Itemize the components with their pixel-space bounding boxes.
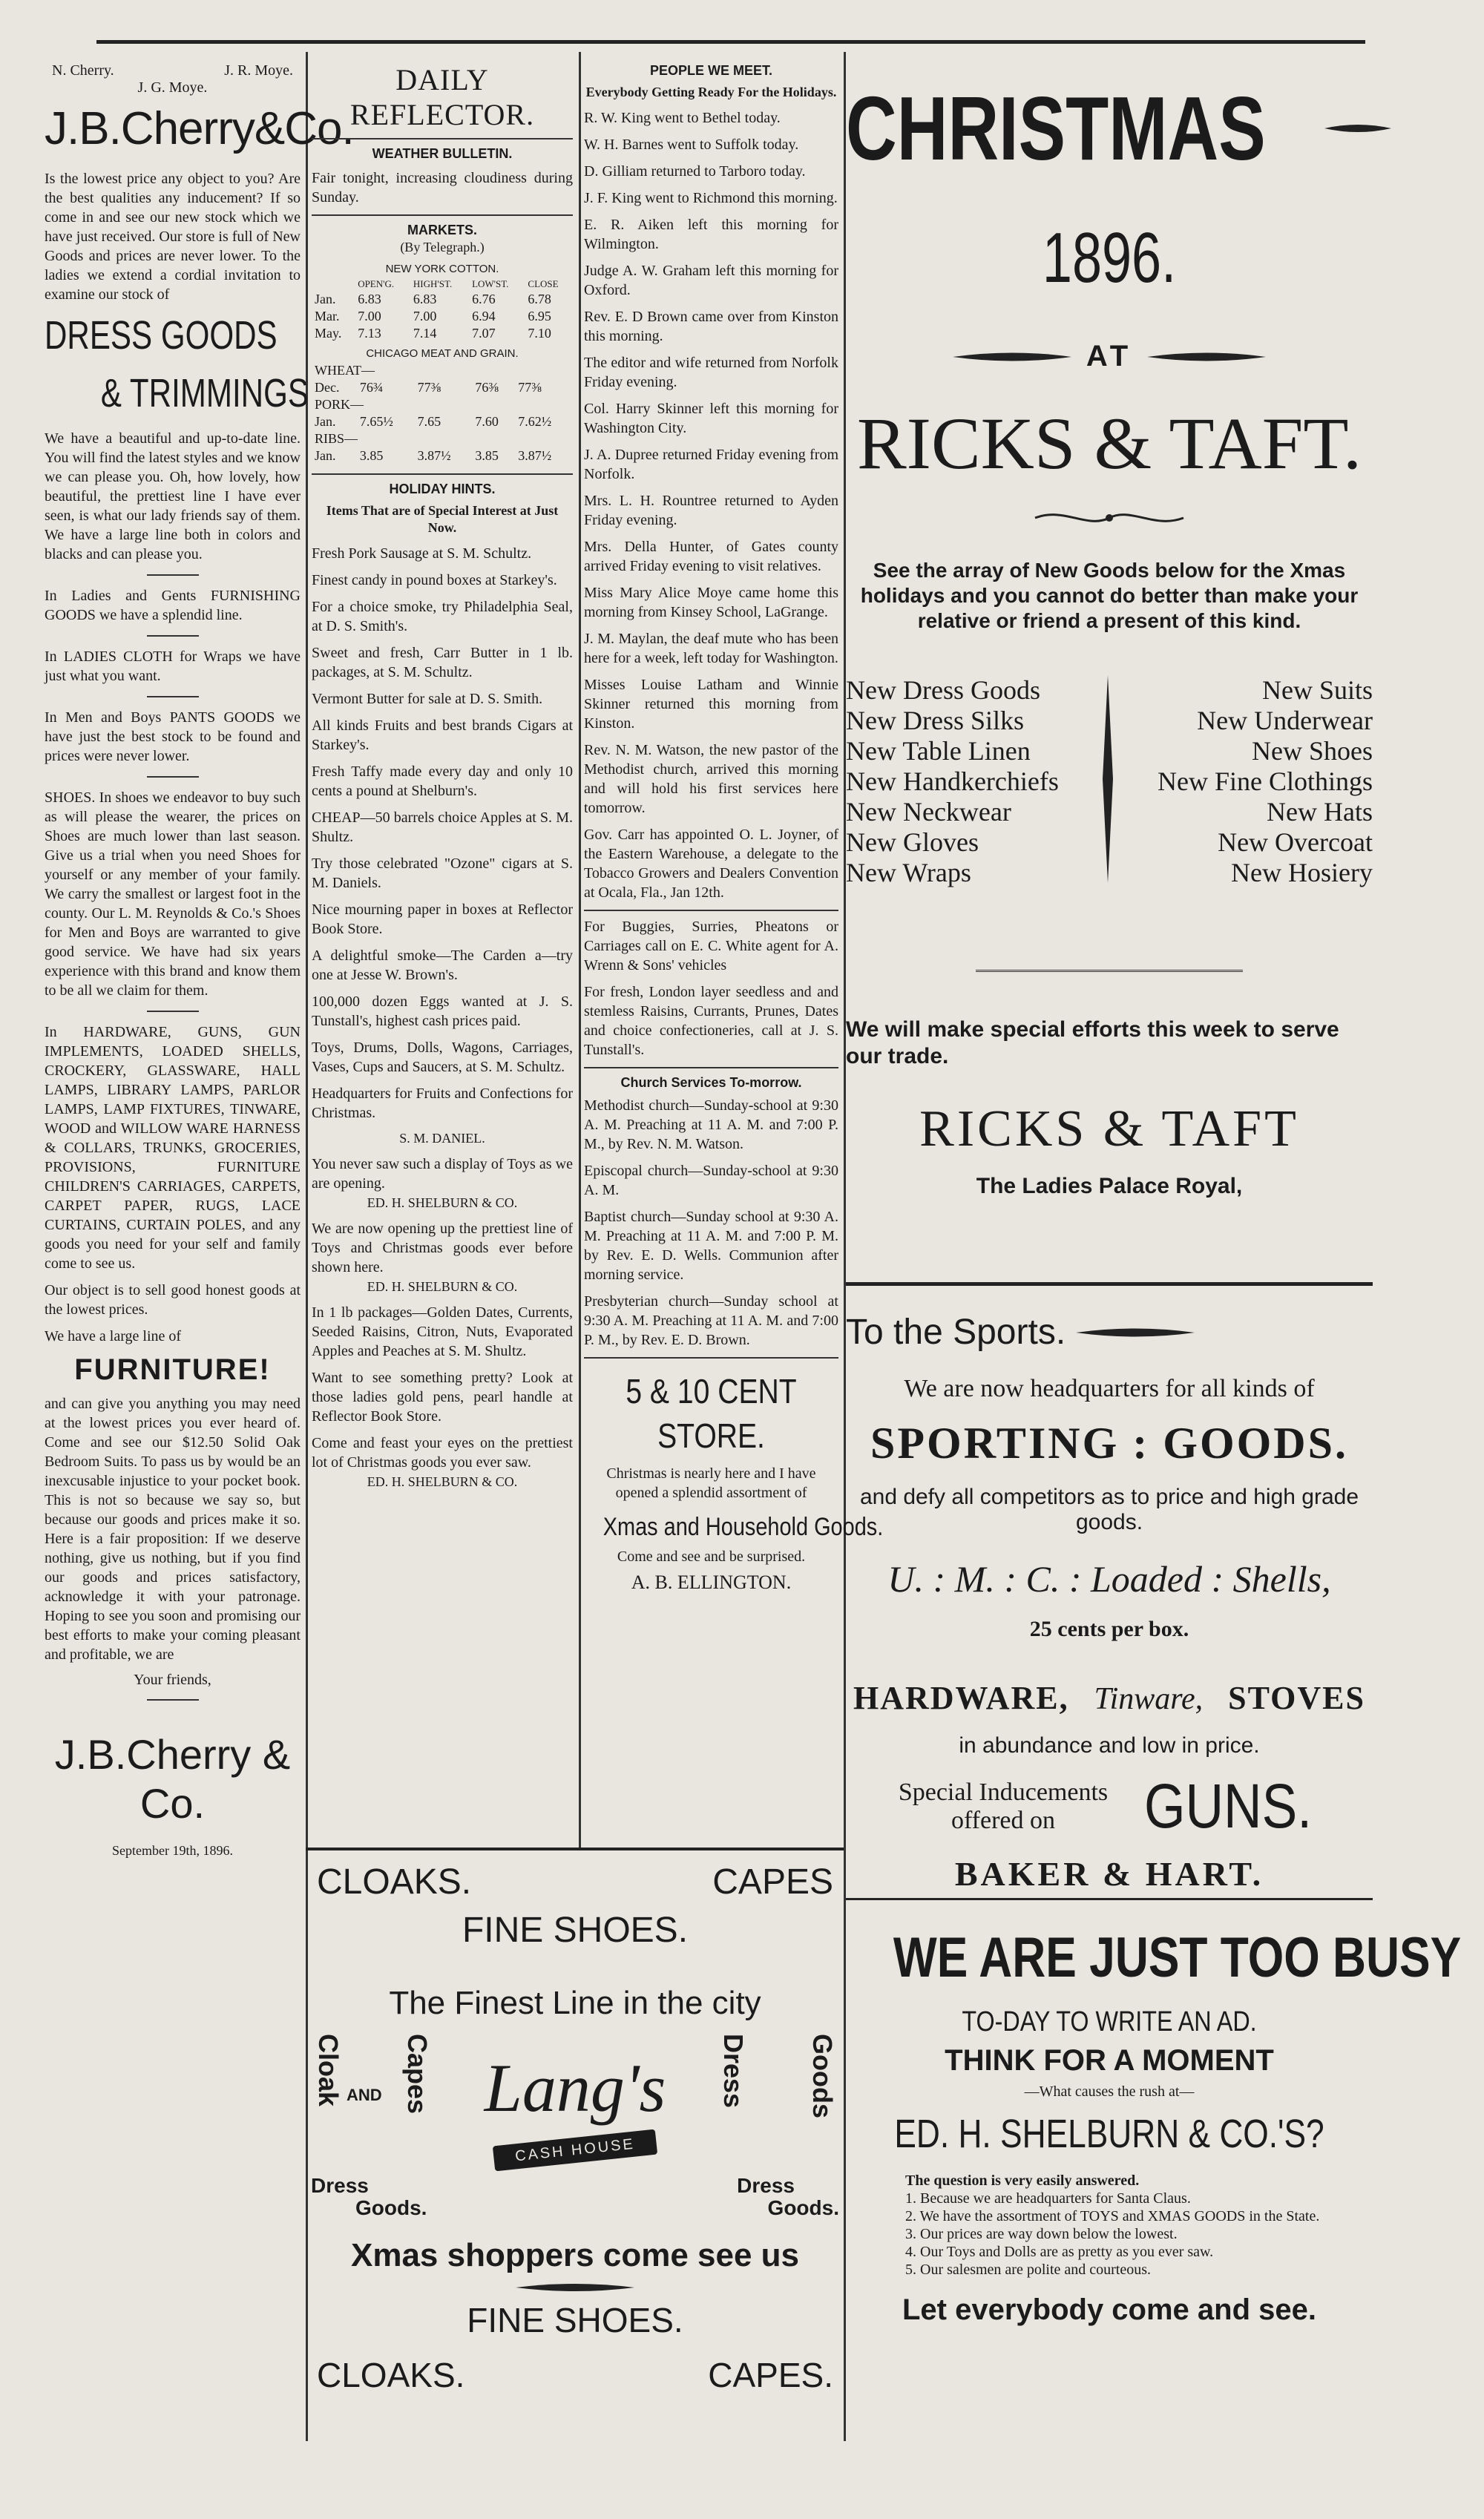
holiday-hint: Sweet and fresh, Carr Butter in 1 lb. packages, at S. M. Schultz.	[312, 645, 573, 680]
goods-item: New Dress Goods	[846, 675, 1040, 705]
rule	[312, 473, 573, 475]
at-word: AT	[1086, 340, 1133, 372]
divider-ornament	[1097, 675, 1119, 883]
goods-item: New Neckwear	[846, 797, 1011, 827]
dress-goods-right	[737, 2175, 839, 2219]
cloak-vertical: Cloak	[313, 2034, 344, 2107]
furniture-heading: FURNITURE!	[74, 1353, 271, 1386]
people-item: J. A. Dupree returned Friday evening from Norfolk.	[584, 447, 838, 482]
umc-shells: U. : M. : C. : Loaded : Shells,	[887, 1558, 1331, 1600]
header-sub: J. G. Moye.	[137, 79, 208, 96]
what-causes: —What causes the rush at—	[1024, 2083, 1195, 2100]
think-heading: THINK FOR A MOMENT	[945, 2044, 1274, 2077]
stoves-word: STOVES	[1228, 1680, 1365, 1716]
fine-shoes-2: FINE SHOES.	[467, 2301, 683, 2339]
people-item: W. H. Barnes went to Suffolk today.	[584, 137, 799, 153]
store-paragraph: Christmas is nearly here and I have opened a splendid assortment of	[606, 1465, 816, 1501]
serve-text: We will make special efforts this week to serve our trade.	[846, 1017, 1339, 1068]
capes-vertical: Capes	[402, 2034, 433, 2115]
people-column	[584, 52, 884, 1848]
cell: 6.83	[413, 292, 437, 306]
holiday-heading: HOLIDAY HINTS.	[389, 482, 496, 496]
dress-goods-left-line2: Goods.	[355, 2196, 427, 2219]
weather-text: Fair tonight, increasing cloudiness during Sunday.	[312, 170, 573, 206]
goods-list-left	[846, 675, 1059, 888]
cloaks-word: CLOAKS.	[317, 1862, 472, 1902]
cell: 77⅜	[417, 380, 441, 395]
flourish	[846, 507, 1373, 533]
hint-shelburn-3: In 1 lb packages—Golden Dates, Currents, Seeded Raisins, Citron, Nuts, Evaporated Apples and Peaches at S. M. Shultz.	[312, 1304, 573, 1359]
guns-word: GUNS.	[1143, 1771, 1313, 1841]
dress-goods-right-line1: Dress	[737, 2174, 795, 2197]
header-right: J. R. Moye.	[224, 62, 293, 79]
cell: 7.00	[413, 309, 437, 324]
people-list	[584, 108, 838, 902]
people-item: Miss Mary Alice Moye came home this morning from Kinsey School, LaGrange.	[584, 585, 838, 620]
people-item: Judge A. W. Graham left this morning for Oxford.	[584, 263, 838, 298]
ribs-label: RIBS—	[315, 431, 358, 446]
markets-sub: (By Telegraph.)	[400, 240, 485, 254]
palace-text: The Ladies Palace Royal,	[976, 1174, 1243, 1198]
cell: 7.62½	[518, 414, 552, 429]
furnishing-paragraph: In Ladies and Gents FURNISHING GOODS we have a splendid line.	[45, 588, 301, 623]
holiday-hint: Vermont Butter for sale at D. S. Smith.	[312, 691, 543, 707]
swash-ornament	[1076, 1326, 1195, 1339]
people-heading: PEOPLE WE MEET.	[649, 63, 773, 78]
holiday-hint: All kinds Fruits and best brands Cigars at Starkey's.	[312, 717, 573, 753]
col-head: LOW'ST.	[472, 278, 509, 289]
people-item: Mrs. L. H. Rountree returned to Ayden Friday evening.	[584, 493, 838, 528]
goods-item: New Fine Clothings	[1157, 766, 1373, 796]
small-ornament	[308, 2282, 842, 2297]
hint-daniel: Headquarters for Fruits and Confections for Christmas.	[312, 1086, 573, 1121]
table-row	[312, 291, 573, 308]
pants-paragraph: In Men and Boys PANTS GOODS we have just the best stock to be found and prices were never lower.	[45, 709, 301, 764]
rule	[584, 910, 838, 911]
ricks-name-2: RICKS & TAFT	[919, 1100, 1299, 1157]
goods-list	[846, 675, 1373, 888]
friends-line: Your friends,	[134, 1672, 211, 1688]
holiday-sub: Items That are of Special Interest at Just Now.	[326, 503, 559, 535]
goods-item: New Wraps	[846, 858, 971, 887]
sig-shelburn-1: ED. H. SHELBURN & CO.	[367, 1195, 518, 1210]
col-head	[312, 277, 355, 291]
holiday-hint: For a choice smoke, try Philadelphia Seal, at D. S. Smith's.	[312, 599, 573, 634]
markets-heading: MARKETS.	[407, 223, 477, 237]
reflector-column	[312, 52, 573, 1848]
rule	[312, 138, 573, 139]
ad-date: September 19th, 1896.	[112, 1843, 233, 1858]
dress-goods-heading: DRESS GOODS	[45, 313, 278, 358]
col-head: HIGH'ST.	[413, 278, 453, 289]
cell: Jan.	[315, 414, 336, 429]
goods-item: New Shoes	[1252, 736, 1373, 766]
cell: 6.78	[528, 292, 551, 306]
cell: 3.87½	[518, 448, 552, 463]
holiday-hint: Fresh Taffy made every day and only 10 cents a pound at Shelburn's.	[312, 763, 573, 799]
trimmings-heading: & TRIMMINGS	[100, 371, 309, 416]
separator	[147, 574, 199, 576]
busy-heading: WE ARE JUST TOO BUSY	[893, 1926, 1462, 1989]
hint-feast: Come and feast your eyes on the prettiest lot of Christmas goods you ever saw.	[312, 1435, 573, 1471]
holiday-hint: 100,000 dozen Eggs wanted at J. S. Tunstall's, highest cash prices paid.	[312, 994, 573, 1029]
hint-gold-pens: Want to see something pretty? Look at those ladies gold pens, pearl handle at Reflector Book Store.	[312, 1370, 573, 1425]
people-item: Mrs. Della Hunter, of Gates county arrived Friday evening to visit relatives.	[584, 539, 838, 574]
holiday-hint: CHEAP—50 barrels choice Apples at S. M. Shultz.	[312, 809, 573, 845]
church-item: Baptist church—Sunday school at 9:30 A. M. Preaching at 11 A. M. and 7:00 P. M. by Rev. E. D. Wells. Communion after morning service.	[584, 1209, 838, 1283]
separator	[147, 696, 199, 697]
holiday-hint: Fresh Pork Sausage at S. M. Schultz.	[312, 545, 532, 562]
flourish-ornament	[1028, 507, 1191, 529]
table-row	[312, 379, 573, 396]
cell: 7.00	[358, 309, 381, 324]
shelburn-name: ED. H. SHELBURN & CO.'S?	[894, 2112, 1324, 2156]
hardware-line	[853, 1679, 1365, 1717]
answer-line: The question is very easily answered.	[905, 2172, 1140, 2189]
goods-item: New Hosiery	[1231, 858, 1373, 887]
cell: 6.94	[472, 309, 496, 324]
church-heading: Church Services To-morrow.	[620, 1075, 802, 1090]
special-text: Special Inducements offered on	[898, 1778, 1109, 1834]
wheat-label: WHEAT—	[315, 363, 375, 378]
store-heading: 5 & 10 CENT STORE.	[626, 1372, 797, 1455]
reasons-list	[905, 2190, 1343, 2279]
sig-daniel: S. M. DANIEL.	[399, 1131, 485, 1146]
chicago-table	[312, 362, 573, 464]
dress-goods-left	[311, 2175, 427, 2219]
langs-ad	[308, 1851, 842, 2437]
separator	[147, 776, 199, 778]
sig-shelburn-2: ED. H. SHELBURN & CO.	[367, 1279, 518, 1294]
swash-ornament	[953, 350, 1071, 364]
ricks-taft-ad	[846, 52, 1373, 1269]
cell: Dec.	[315, 380, 340, 395]
cell: 77⅜	[518, 380, 542, 395]
cell: 7.10	[528, 326, 551, 341]
cell: Jan.	[315, 292, 336, 306]
swash-ornament	[1147, 350, 1266, 364]
shoes-paragraph: SHOES. In shoes we endeavor to buy such as will please the wearer, the prices on Shoes are much lower than last season. Give us a trial when you need Shoes for yourself or any member of your family. We carry the smallest or largest foot in the county. Our L. M. Reynolds & Co.'s Shoes for Men and Boys are warranted to give good service. We have had six years experience with this brand and know them to be all we claim for them.	[45, 789, 301, 999]
fine-shoes: FINE SHOES.	[462, 1911, 689, 1950]
sports-heading: To the Sports.	[846, 1313, 1066, 1352]
cell: 6.95	[528, 309, 551, 324]
goods-item: New Suits	[1261, 675, 1373, 705]
people-item: J. M. Maylan, the deaf mute who has been here for a week, left today for Washington.	[584, 631, 838, 666]
hardware-paragraph: In HARDWARE, GUNS, GUN IMPLEMENTS, LOADED SHELLS, CROCKERY, GLASSWARE, HALL LAMPS, LIBRARY LAMPS, PARLOR LAMPS, LAMP FIXTURES, TINWARE, WOOD and WILLOW WARE HARNESS & COLLARS, TRUNKS, GROCERIES, PROVISIONS, FURNITURE CHILDREN'S CARRIAGES, CARPETS, CARPET PAPER, RUGS, LACE CURTAINS, CURTAIN POLES, and any goods you need for your self and family come to see us.	[45, 1024, 301, 1272]
reason-item: 4. Our Toys and Dolls are as pretty as you ever saw.	[905, 2244, 1214, 2260]
goods-vertical: Goods	[807, 2034, 838, 2118]
table-row	[312, 308, 573, 325]
people-item: Col. Harry Skinner left this morning for Washington City.	[584, 401, 838, 436]
year-heading: 1896.	[1042, 218, 1177, 298]
langs-top-rule	[306, 1848, 844, 1850]
holiday-hint: Toys, Drums, Dolls, Wagons, Carriages, Vases, Cups and Saucers, at S. M. Schultz.	[312, 1040, 573, 1075]
people-item: Rev. N. M. Watson, the new pastor of the Methodist church, arrived this morning and will hold his first services here tomorrow.	[584, 742, 838, 816]
people-item: R. W. King went to Bethel today.	[584, 110, 781, 126]
today-heading: TO-DAY TO WRITE AN AD.	[962, 2006, 1257, 2037]
church-item: Presbyterian church—Sunday school at 9:30 A. M. Preaching at 11 A. M. and 7:00 P. M., by Rev. E. D. Brown.	[584, 1293, 838, 1348]
people-item: J. F. King went to Richmond this morning.	[584, 190, 838, 206]
cell: 6.83	[358, 292, 381, 306]
capes-word-2: CAPES.	[708, 2356, 833, 2394]
people-item: E. R. Aiken left this morning for Wilmington.	[584, 217, 838, 252]
cell: 76¾	[359, 380, 384, 395]
cell: 76⅜	[475, 380, 499, 395]
goods-item: New Dress Silks	[846, 706, 1024, 735]
baker-hart-ad	[846, 1291, 1373, 1907]
goods-item: New Underwear	[1197, 706, 1373, 735]
store-signature: A. B. ELLINGTON.	[631, 1571, 792, 1593]
goods-item: New Overcoat	[1218, 827, 1373, 857]
at-line	[846, 340, 1373, 373]
store-xmas: Xmas and Household Goods.	[603, 1513, 884, 1541]
signature: J.B.Cherry & Co.	[54, 1731, 291, 1827]
intro-paragraph: Is the lowest price any object to you? Are the best qualities any inducement? If so come in and see our new stock which we have just received. Our store is full of New Goods and prices are never lower. To the ladies we extend a cordial invitation to examine our stock of	[45, 171, 301, 303]
and-word: AND	[347, 2086, 382, 2104]
top-rule	[96, 40, 1365, 44]
reason-item: 1. Because we are headquarters for Santa Claus.	[905, 2190, 1191, 2207]
dress-vertical: Dress	[718, 2034, 749, 2109]
defy-text: and defy all competitors as to price and high grade goods.	[859, 1485, 1359, 1534]
goods-list-right	[1158, 675, 1373, 888]
rule	[312, 214, 573, 216]
dress-paragraph: We have a beautiful and up-to-date line. You will find the latest styles and we know we can please you. Oh, how lovely, how beautiful, the prettiest line I have ever seen, is what our lady friends say of them. We have a large line both in colors and blacks and can please you.	[45, 430, 301, 562]
people-item: Gov. Carr has appointed O. L. Joyner, of the Eastern Warehouse, a delegate to the Tobacco Growers and Dealers Convention at Ocala, Fla., Jan 12th.	[584, 827, 838, 901]
people-item: D. Gilliam returned to Tarboro today.	[584, 163, 806, 180]
people-item: The editor and wife returned from Norfolk Friday evening.	[584, 355, 838, 390]
church-list	[584, 1096, 838, 1350]
cotton-table	[312, 277, 573, 342]
capes-word: CAPES	[712, 1862, 833, 1902]
church-item: Methodist church—Sunday-school at 9:30 A. M. Preaching at 11 A. M. and 7:00 P. M., by Rev. N. M. Watson.	[584, 1097, 838, 1152]
cell: 7.13	[358, 326, 381, 341]
church-item: Episcopal church—Sunday-school at 9:30 A. M.	[584, 1163, 838, 1198]
separator	[147, 1699, 199, 1701]
cell: May.	[315, 326, 342, 341]
christmas-heading: CHRISTMAS	[846, 78, 1266, 179]
buggies-notice: For Buggies, Surries, Pheatons or Carriages call on E. C. White agent for A. Wrenn & Sons' vehicles	[584, 919, 838, 973]
column-rule-2	[579, 52, 581, 1848]
cell: 7.65	[417, 414, 441, 429]
table-row	[312, 447, 573, 464]
col-head: CLOSE	[528, 278, 559, 289]
hint-shelburn-1: You never saw such a display of Toys as we are opening.	[312, 1156, 573, 1192]
pork-label: PORK—	[315, 397, 364, 412]
goods-item: New Handkerchiefs	[846, 766, 1059, 796]
ricks-name: RICKS & TAFT.	[856, 402, 1362, 485]
baker-hart-name: BAKER & HART.	[846, 1854, 1373, 1900]
people-item: Misses Louise Latham and Winnie Skinner returned this morning from Kinston.	[584, 677, 838, 732]
cotton-heading: NEW YORK COTTON.	[385, 263, 499, 275]
shell-price: 25 cents per box.	[1029, 1617, 1189, 1641]
header-left: N. Cherry.	[52, 62, 114, 79]
table-row	[312, 325, 573, 342]
everybody-line: Let everybody come and see.	[902, 2293, 1316, 2326]
sporting-goods: SPORTING : GOODS.	[870, 1419, 1348, 1468]
reason-item: 3. Our prices are way down below the lowest.	[905, 2226, 1178, 2242]
dress-goods-right-line2: Goods.	[767, 2196, 839, 2219]
goods-item: New Gloves	[846, 827, 979, 857]
cell: Jan.	[315, 448, 336, 463]
separator	[147, 635, 199, 637]
holiday-hints-list	[312, 544, 573, 1077]
cash-house-banner: CASH HOUSE	[493, 2129, 657, 2172]
reason-item: 2. We have the assortment of TOYS and XMAS GOODS in the State.	[905, 2208, 1320, 2224]
goods-item: New Hats	[1267, 797, 1373, 827]
ladies-cloth-paragraph: In LADIES CLOTH for Wraps we have just what you want.	[45, 648, 301, 684]
swash-ornament	[1324, 121, 1391, 136]
rule	[584, 1067, 838, 1068]
section-rule	[846, 1282, 1373, 1286]
divider	[976, 970, 1243, 972]
masthead: DAILY REFLECTOR.	[349, 63, 535, 131]
people-item: Rev. E. D Brown came over from Kinston this morning.	[584, 309, 838, 344]
see-array: See the array of New Goods below for the Xmas holidays and you cannot do better than make your relative or friend a present of this kind.	[860, 559, 1359, 632]
holiday-hint: Try those celebrated "Ozone" cigars at S. M. Daniels.	[312, 855, 573, 891]
langs-logo: Lang's	[484, 2050, 666, 2126]
reason-item: 5. Our salesmen are polite and courteous.	[905, 2262, 1152, 2278]
people-sub: Everybody Getting Ready For the Holidays.	[585, 85, 837, 99]
large-line-paragraph: We have a large line of	[45, 1328, 182, 1344]
cell: 3.87½	[417, 448, 451, 463]
finest-line: The Finest Line in the city	[389, 1985, 761, 2021]
holiday-hint: A delightful smoke—The Carden a—try one at Jesse W. Brown's.	[312, 948, 573, 983]
headquarters-text: We are now headquarters for all kinds of	[904, 1375, 1315, 1402]
holiday-hint: Nice mourning paper in boxes at Reflector Book Store.	[312, 901, 573, 937]
chicago-heading: CHICAGO MEAT AND GRAIN.	[366, 347, 519, 360]
sig-feast: ED. H. SHELBURN & CO.	[367, 1474, 518, 1489]
cloaks-word-2: CLOAKS.	[317, 2356, 465, 2394]
store-come: Come and see and be surprised.	[617, 1548, 806, 1565]
furniture-paragraph: and can give you anything you may need at the lowest prices you ever heard of. Come and see our $12.50 Solid Oak Bedroom Suits. To pass us by would be an inexcusable injustice to your pocket book. This is not so because we say so, but because our goods and prices make it so. Here is a fair proposition: If we deserve nothing, give us nothing, but if you find our goods and prices satisfactory, acknowledge it with your patronage. Hoping to see you soon and promising our best efforts to make your coming pleasant and profitable, we are	[45, 1396, 301, 1663]
cell: 3.85	[475, 448, 499, 463]
separator	[147, 1011, 199, 1012]
shelburn-ad	[846, 1914, 1462, 2434]
cell: Mar.	[315, 309, 340, 324]
swash-ornament	[516, 2282, 634, 2293]
cell: 7.14	[413, 326, 437, 341]
tinware-word: Tinware,	[1094, 1682, 1204, 1716]
dress-goods-left-line1: Dress	[311, 2174, 369, 2197]
cell: 7.07	[472, 326, 496, 341]
hardware-word: HARDWARE,	[853, 1680, 1069, 1716]
abundance-text: in abundance and low in price.	[959, 1733, 1260, 1758]
cell: 7.60	[475, 414, 499, 429]
goods-item: New Table Linen	[846, 736, 1031, 766]
london-notice: For fresh, London layer seedless and and stemless Raisins, Currants, Prunes, Dates and choice confectioneries, call at J. S. Tunstall's.	[584, 984, 838, 1058]
object-paragraph: Our object is to sell good honest goods at the lowest prices.	[45, 1282, 301, 1318]
langs-logo-area	[308, 2034, 842, 2227]
weather-heading: WEATHER BULLETIN.	[372, 146, 513, 161]
cell: 6.76	[472, 292, 496, 306]
rule	[584, 1357, 838, 1359]
xmas-shoppers: Xmas shoppers come see us	[350, 2237, 800, 2273]
holiday-hint: Finest candy in pound boxes at Starkey's.	[312, 572, 557, 588]
col-head: OPEN'G.	[358, 278, 395, 289]
cell: 3.85	[359, 448, 384, 463]
table-row	[312, 413, 573, 430]
cell: 7.65½	[359, 414, 393, 429]
hint-shelburn-2: We are now opening up the prettiest line of Toys and Christmas goods ever before shown here.	[312, 1221, 573, 1275]
firm-title: J.B.Cherry&Co.	[45, 103, 354, 154]
